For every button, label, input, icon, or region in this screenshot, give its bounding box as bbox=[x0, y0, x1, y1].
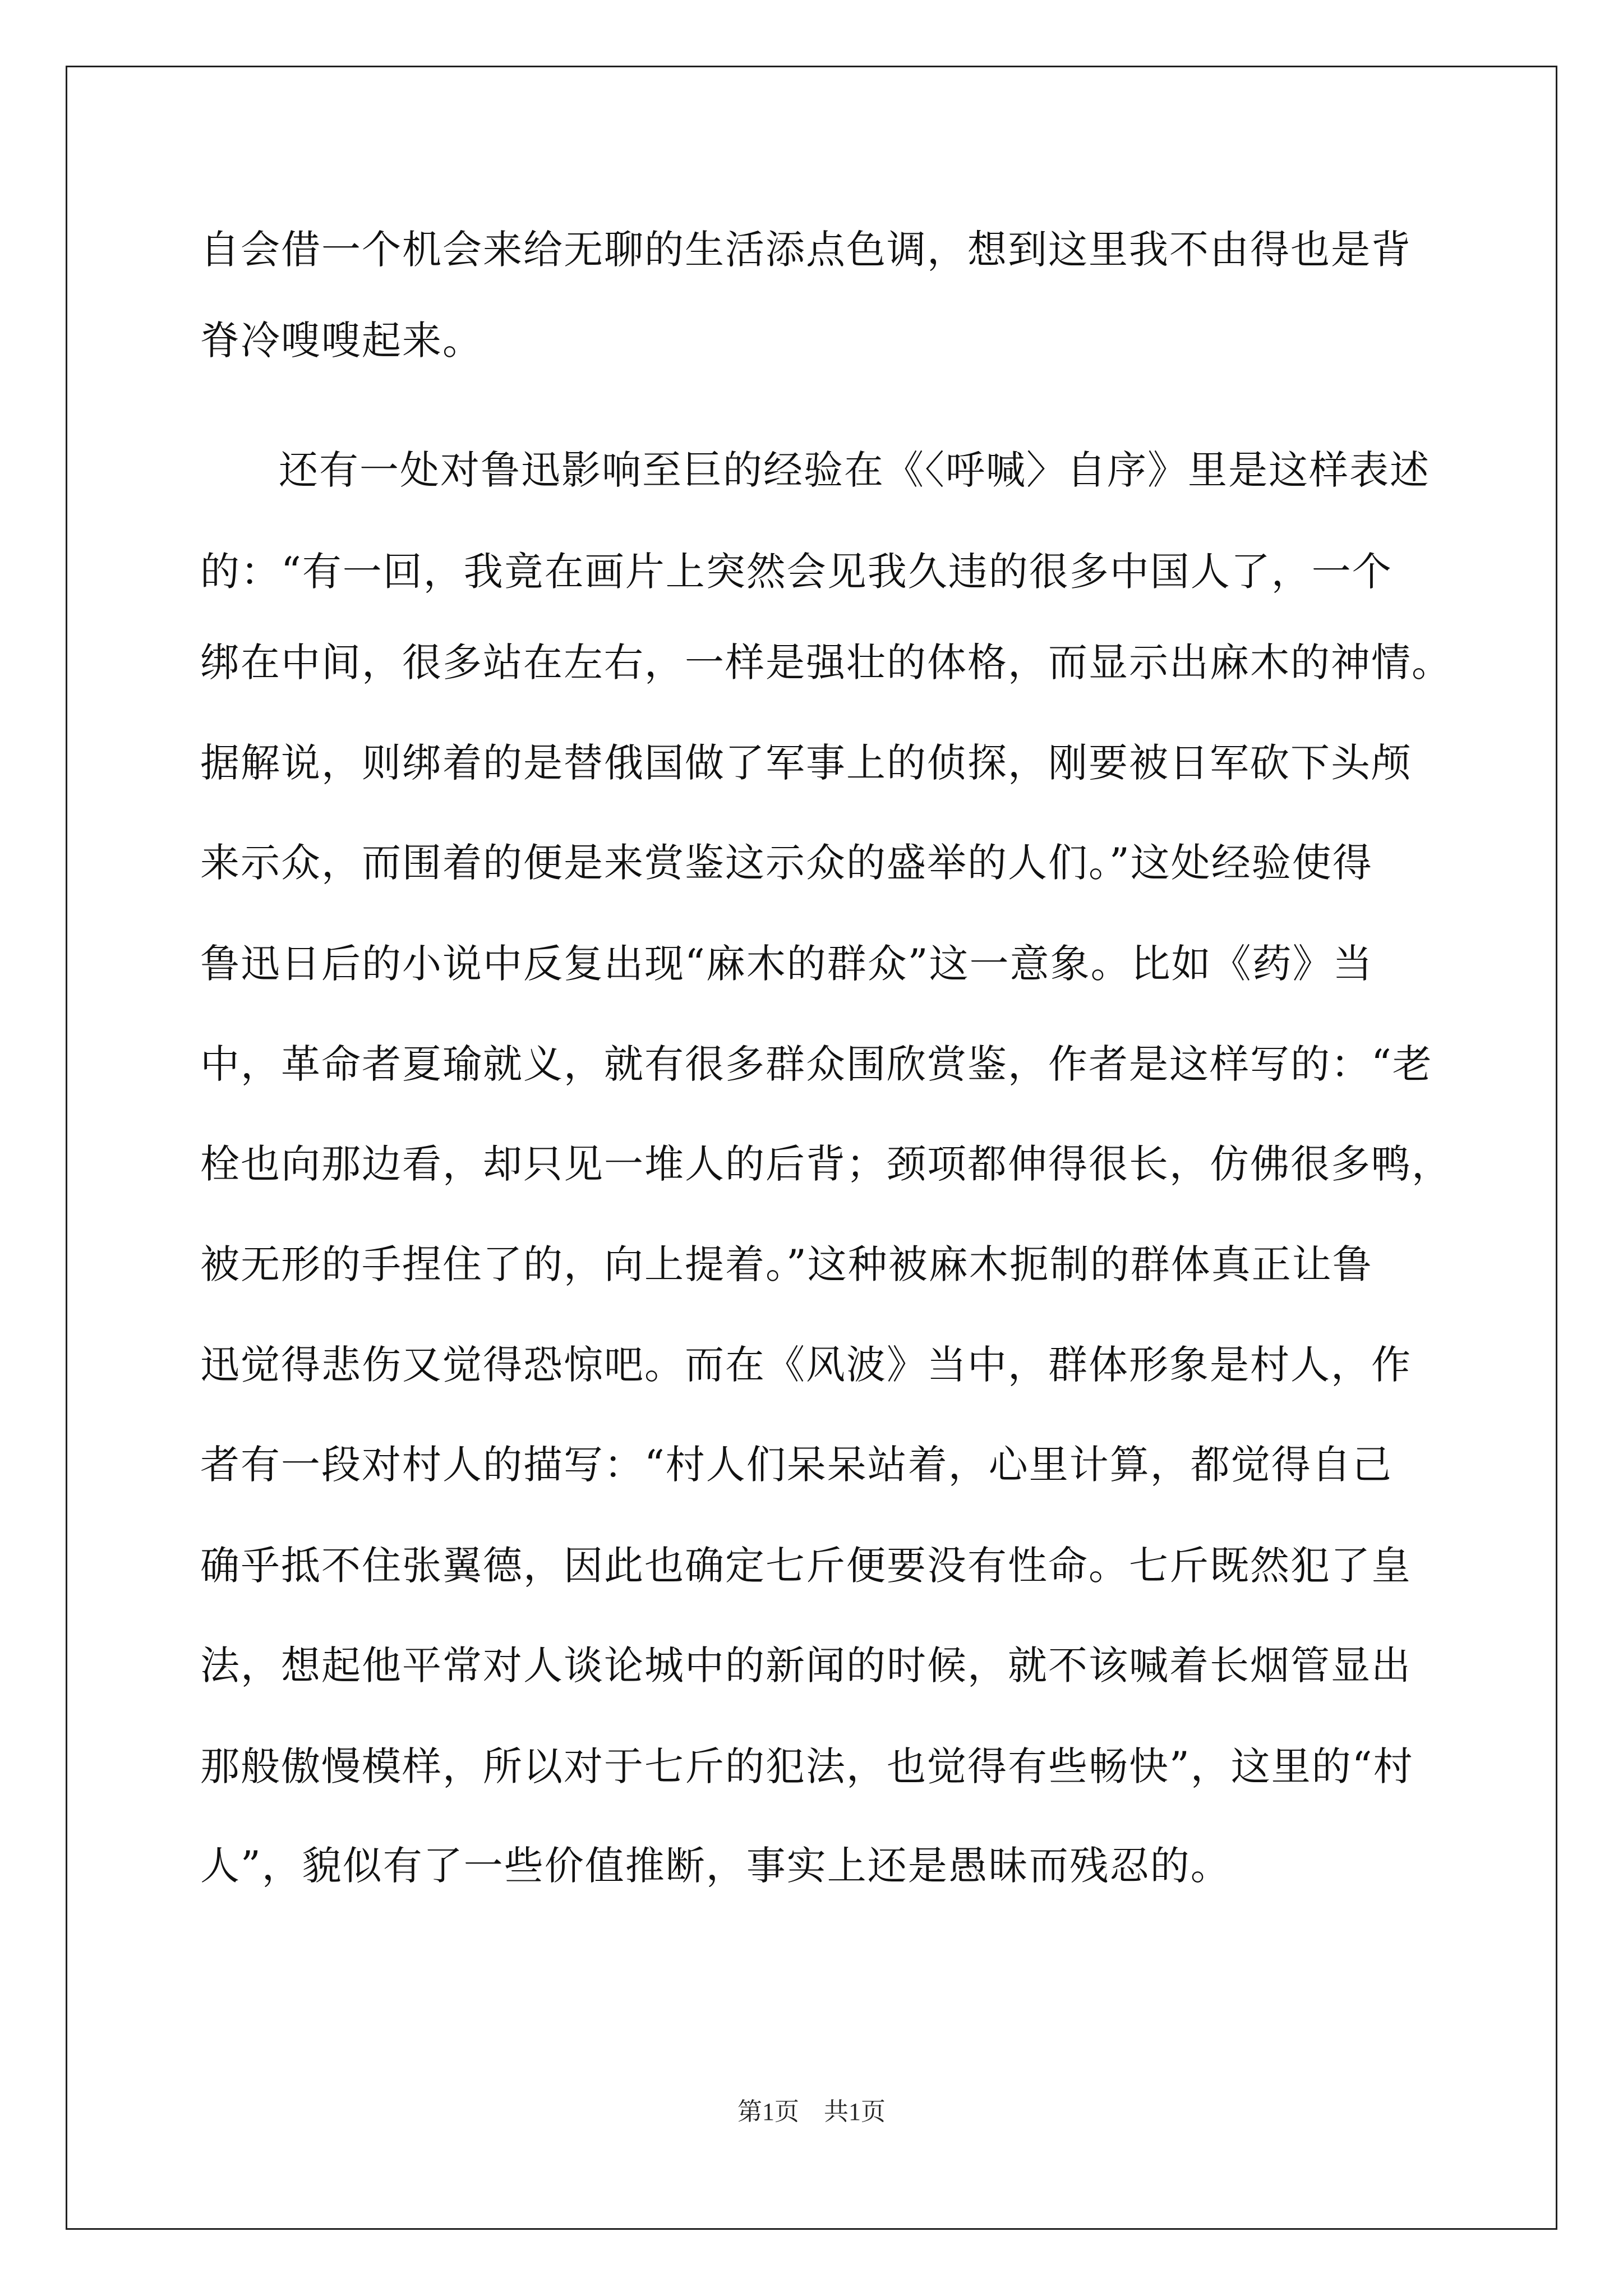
text-line: 来示众，而围着的便是来赏鉴这示众的盛举的人们。”这处经验使得 bbox=[200, 840, 1373, 886]
text-line: 那般傲慢模样，所以对于七斤的犯法，也觉得有些畅快”，这里的“村 bbox=[200, 1743, 1414, 1789]
text-line: 鲁迅日后的小说中反复出现“麻木的群众”这一意象。比如《药》当 bbox=[200, 941, 1373, 987]
text-line: 确乎抵不住张翼德，因此也确定七斤便要没有性命。七斤既然犯了皇 bbox=[200, 1543, 1412, 1589]
text-line: 脊冷嗖嗖起来。 bbox=[200, 318, 483, 364]
text-line: 绑在中间，很多站在左右，一样是强壮的体格，而显示出麻木的神情。 bbox=[200, 639, 1452, 685]
text-line: 的：“有一回，我竟在画片上突然会见我久违的很多中国人了，一个 bbox=[200, 549, 1393, 595]
text-line: 被无形的手捏住了的，向上提着。”这种被麻木扼制的群体真正让鲁 bbox=[200, 1241, 1373, 1287]
text-line: 据解说，则绑着的是替俄国做了军事上的侦探，刚要被日军砍下头颅 bbox=[200, 740, 1412, 786]
page-footer: 第1页 共1页 bbox=[737, 2098, 886, 2125]
text-line: 自会借一个机会来给无聊的生活添点色调，想到这里我不由得也是背 bbox=[200, 227, 1412, 273]
text-line: 中，革命者夏瑜就义，就有很多群众围欣赏鉴，作者是这样写的：“老 bbox=[200, 1041, 1433, 1087]
text-line: 还有一处对鲁迅影响至巨的经验在《〈呼喊〉自序》里是这样表述 bbox=[279, 447, 1430, 493]
text-line: 法，想起他平常对人谈论城中的新闻的时候，就不该喊着长烟管显出 bbox=[200, 1642, 1412, 1688]
text-line: 栓也向那边看，却只见一堆人的后背；颈项都伸得很长，仿佛很多鸭， bbox=[200, 1141, 1452, 1187]
text-line: 者有一段对村人的描写：“村人们呆呆站着，心里计算，都觉得自己 bbox=[200, 1442, 1393, 1488]
text-line: 人”，貌似有了一些价值推断，事实上还是愚昧而残忍的。 bbox=[200, 1843, 1231, 1889]
text-line: 迅觉得悲伤又觉得恐惊吧。而在《风波》当中，群体形象是村人，作 bbox=[200, 1342, 1412, 1388]
